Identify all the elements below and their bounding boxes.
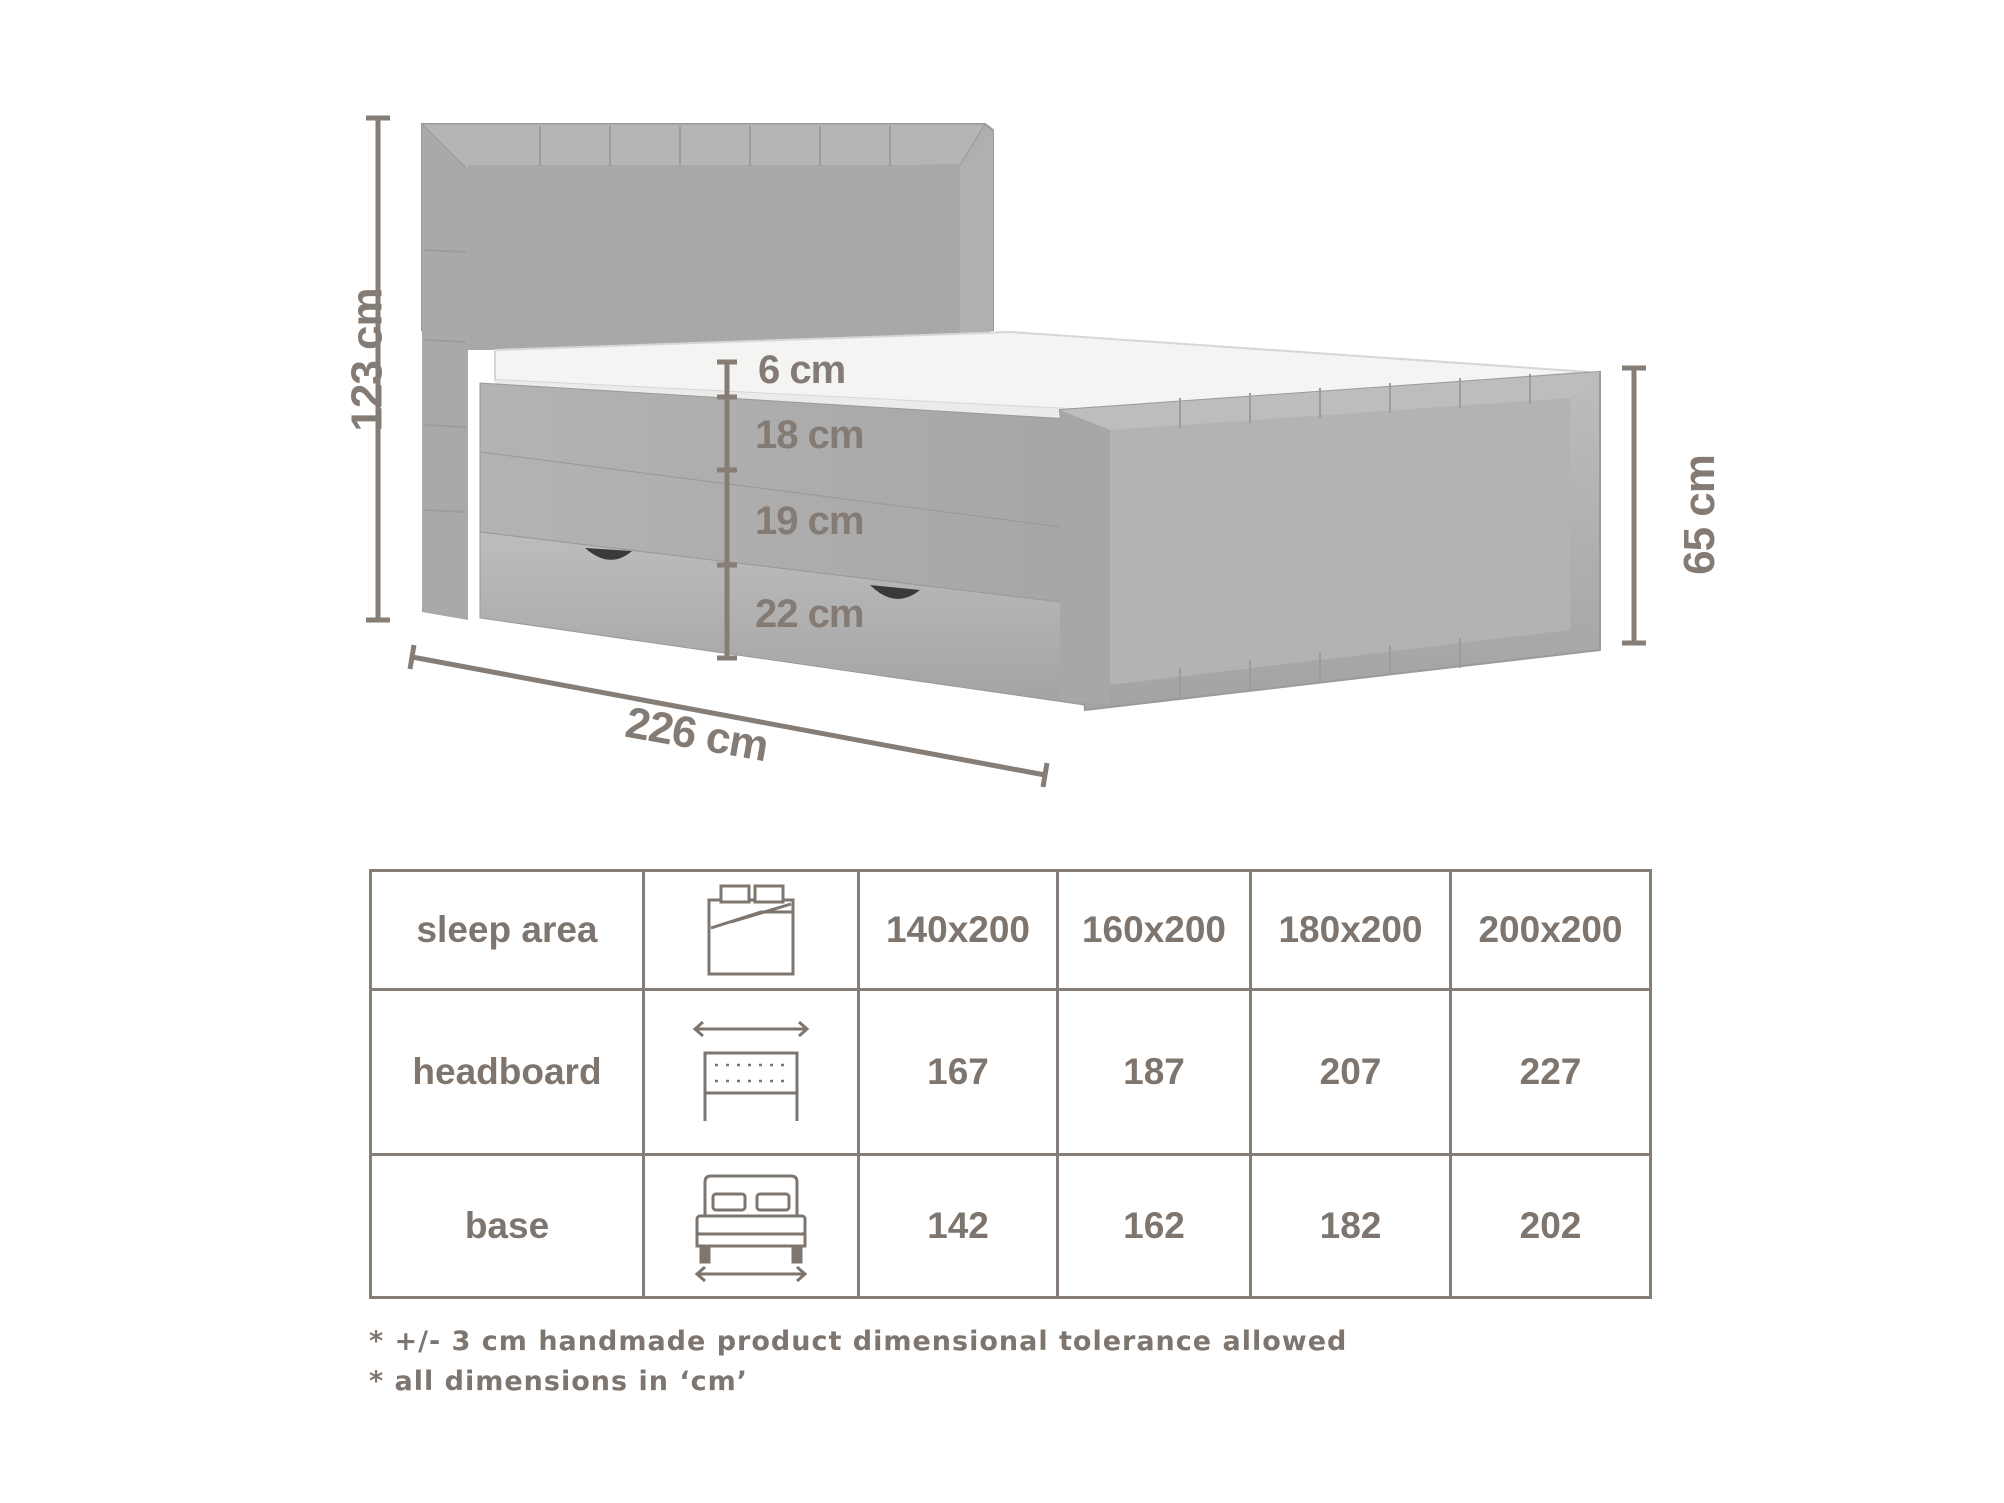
table-cell: 187 bbox=[1058, 990, 1251, 1155]
size-table bbox=[369, 869, 1652, 1299]
table-cell: 182 bbox=[1251, 1155, 1451, 1298]
bed-linen-icon bbox=[701, 882, 801, 978]
table-cell: 180x200 bbox=[1251, 871, 1451, 990]
table-cell: 227 bbox=[1451, 990, 1651, 1155]
table-cell: 162 bbox=[1058, 1155, 1251, 1298]
table-cell: 202 bbox=[1451, 1155, 1651, 1298]
bed-base-width-icon bbox=[691, 1168, 811, 1284]
table-row-sleep-area bbox=[371, 871, 1651, 990]
units-note: * all dimensions in ‘cm’ bbox=[369, 1366, 748, 1397]
total-height-label: 123 cm bbox=[342, 288, 392, 432]
table-row-headboard bbox=[371, 990, 1651, 1155]
topper-height-label: 6 cm bbox=[758, 348, 846, 392]
table-row-base bbox=[371, 1155, 1651, 1298]
table-cell: 200x200 bbox=[1451, 871, 1651, 990]
tolerance-note: * +/- 3 cm handmade product dimensional tolerance allowed bbox=[369, 1326, 1348, 1357]
table-cell: 142 bbox=[859, 1155, 1058, 1298]
table-cell: 160x200 bbox=[1058, 871, 1251, 990]
box-spring-height-label: 19 cm bbox=[755, 499, 864, 543]
base-height-label: 65 cm bbox=[1674, 455, 1724, 575]
mattress-height-label: 18 cm bbox=[755, 413, 864, 457]
row-label: headboard bbox=[371, 990, 644, 1155]
row-label: base bbox=[371, 1155, 644, 1298]
table-cell: 140x200 bbox=[859, 871, 1058, 990]
length-label: 226 cm bbox=[621, 697, 772, 772]
row-label: sleep area bbox=[371, 871, 644, 990]
table-cell: 207 bbox=[1251, 990, 1451, 1155]
drawer-base-height-label: 22 cm bbox=[755, 592, 864, 636]
table-cell: 167 bbox=[859, 990, 1058, 1155]
headboard-width-icon bbox=[691, 1017, 811, 1127]
footboard bbox=[1060, 372, 1600, 710]
